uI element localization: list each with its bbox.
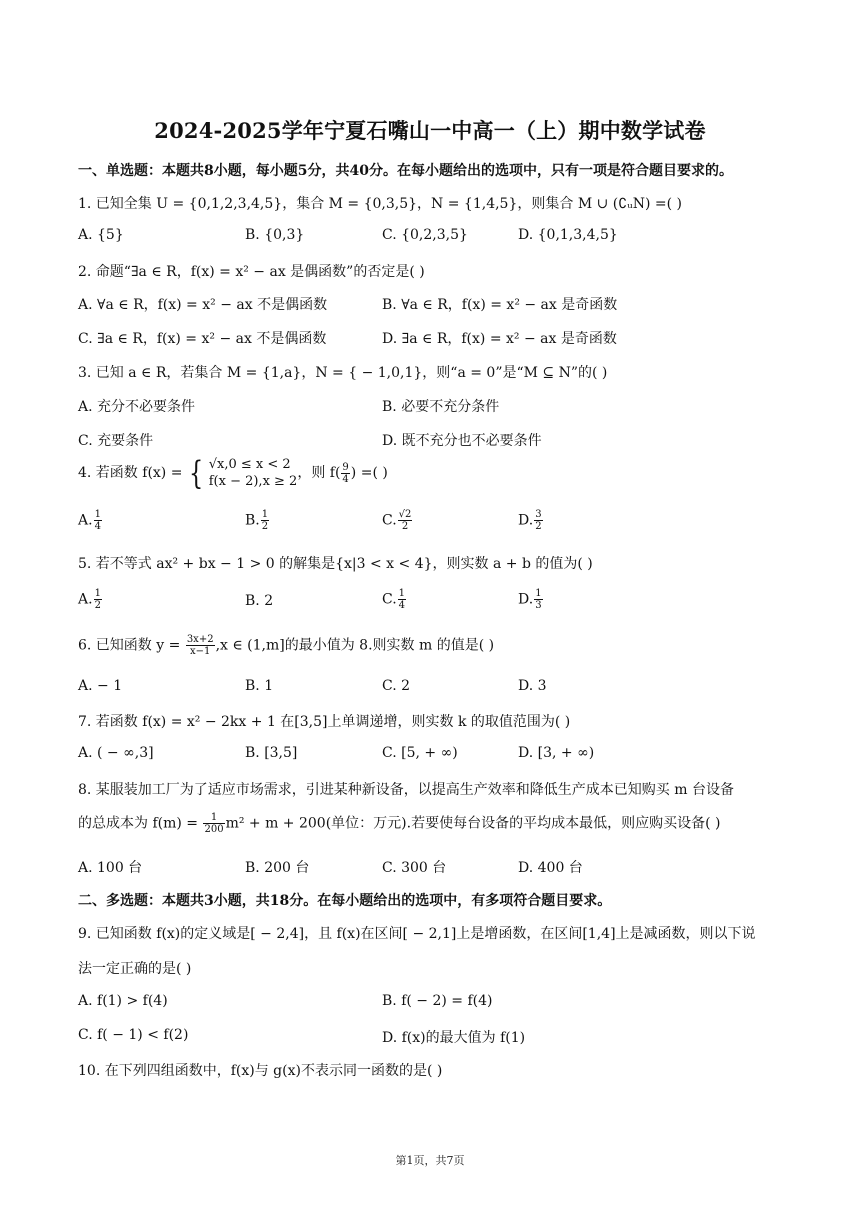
question-2-option-c: C. ∃a ∈ R，f(x) = x² − ax 不是偶函数 — [78, 331, 327, 347]
question-3-option-a: A. 充分不必要条件 — [78, 399, 196, 415]
question-6-stem — [78, 634, 494, 657]
option-letter: C. — [382, 512, 397, 529]
fraction-denominator: 2 — [94, 600, 101, 611]
question-2-option-b: B. ∀a ∈ R，f(x) = x² − ax 是奇函数 — [382, 297, 618, 313]
question-6-fraction — [186, 634, 215, 657]
question-5-option-d — [518, 588, 544, 611]
fraction-denominator: x−1 — [189, 646, 211, 657]
question-4-stem-prefix: 4. 若函数 f(x) = — [78, 465, 183, 481]
question-6-option-d: D. 3 — [518, 678, 547, 694]
question-8-stem-suffix: m² + m + 200(单位：万元).若要使每台设备的平均成本最低，则应购买设备( ) — [225, 815, 721, 832]
fraction-numerator: 1 — [203, 812, 224, 824]
fraction-numerator: 3x+2 — [186, 634, 214, 645]
question-9-stem-line-2: 法一定正确的是( ) — [78, 961, 192, 977]
question-4-fraction — [341, 462, 349, 485]
fraction-numerator: 1 — [261, 509, 269, 520]
question-8-option-b: B. 200 台 — [245, 860, 310, 876]
question-9-stem-line-1: 9. 已知函数 f(x)的定义域是[ − 2,4]，且 f(x)在区间[ − 2,1]上是增函数，在区间[1,4]上是减函数，则以下说 — [78, 926, 756, 942]
fraction-denominator: 2 — [261, 521, 269, 532]
question-9-option-d: D. f(x)的最大值为 f(1) — [382, 1030, 526, 1046]
question-4-option-c — [382, 509, 413, 532]
fraction-denominator: 2 — [535, 521, 542, 532]
option-fraction — [534, 588, 542, 611]
option-fraction — [94, 588, 102, 611]
option-fraction — [261, 509, 269, 532]
question-7-option-d: D. [3, + ∞) — [518, 745, 595, 761]
question-3-option-c: C. 充要条件 — [78, 433, 154, 449]
question-5-option-c — [382, 588, 407, 611]
question-7-option-b: B. [3,5] — [245, 745, 298, 761]
question-8-stem-prefix: 的总成本为 f(m) = — [78, 815, 199, 832]
option-letter: D. — [518, 591, 534, 608]
fraction-numerator: 1 — [535, 588, 542, 599]
question-6-stem-suffix: ,x ∈ (1,m]的最小值为 8.则实数 m 的值是( ) — [215, 637, 495, 654]
question-5-option-a — [78, 588, 103, 611]
piecewise-case-1: √x,0 ≤ x < 2 — [208, 457, 291, 472]
question-5-stem: 5. 若不等式 ax² + bx − 1 > 0 的解集是{x|3 < x < 4}，则实数 a + b 的值为( ) — [78, 556, 593, 572]
question-4-option-d — [518, 509, 544, 532]
fraction-numerator: 1 — [94, 509, 101, 520]
question-4-stem-middle: ，则 f( — [297, 465, 341, 481]
option-letter: A. — [78, 512, 93, 529]
question-9-option-b: B. f( − 2) = f(4) — [382, 993, 493, 1009]
question-4-stem-suffix: ) =( ) — [350, 465, 388, 481]
fraction-numerator: 3 — [535, 509, 542, 520]
option-letter: D. — [518, 512, 534, 529]
question-1-option-b: B. {0,3} — [245, 227, 305, 243]
question-2-option-a: A. ∀a ∈ R，f(x) = x² − ax 不是偶函数 — [78, 297, 328, 313]
fraction-denominator: 4 — [398, 600, 406, 611]
question-8-option-a: A. 100 台 — [78, 860, 143, 876]
option-fraction — [398, 509, 413, 532]
fraction-denominator: 4 — [94, 521, 101, 532]
fraction-numerator: 1 — [94, 588, 101, 599]
question-8-stem-line-1: 8. 某服装加工厂为了适应市场需求，引进某种新设备，以提高生产效率和降低生产成本已知购买 m 台设备 — [78, 782, 734, 798]
question-8-stem-line-2 — [78, 812, 720, 835]
fraction-denominator: 200 — [204, 824, 224, 835]
question-3-stem: 3. 已知 a ∈ R，若集合 M = {1,a}，N = { − 1,0,1}，则“a = 0”是“M ⊆ N”的( ) — [78, 365, 608, 381]
question-4-option-a — [78, 509, 103, 532]
fraction-denominator: 4 — [342, 473, 349, 485]
option-letter: A. — [78, 591, 93, 608]
section-heading-single-choice: 一、单选题：本题共8小题，每小题5分，共40分。在每小题给出的选项中，只有一项是符合题目要求的。 — [78, 163, 733, 179]
question-1-stem: 1. 已知全集 U = {0,1,2,3,4,5}，集合 M = {0,3,5}，N = {1,4,5}，则集合 M ∪ (∁ᵤN) =( ) — [78, 196, 683, 212]
question-1-option-a: A. {5} — [78, 227, 124, 243]
fraction-numerator: √2 — [398, 509, 412, 520]
question-10-stem: 10. 在下列四组函数中，f(x)与 g(x)不表示同一函数的是( ) — [78, 1063, 443, 1079]
question-2-option-d: D. ∃a ∈ R，f(x) = x² − ax 是奇函数 — [382, 331, 617, 347]
question-4-option-b — [245, 509, 270, 532]
question-6-option-c: C. 2 — [382, 678, 411, 694]
option-fraction — [534, 509, 542, 532]
fraction-denominator: 3 — [535, 600, 542, 611]
fraction-denominator: 2 — [401, 521, 409, 532]
question-4-stem — [78, 456, 388, 490]
option-fraction — [398, 588, 406, 611]
question-7-option-a: A. ( − ∞,3] — [78, 745, 154, 761]
option-letter: B. — [245, 512, 260, 529]
question-7-stem: 7. 若函数 f(x) = x² − 2kx + 1 在[3,5]上单调递增，则实数 k 的取值范围为( ) — [78, 714, 571, 730]
question-3-option-d: D. 既不充分也不必要条件 — [382, 433, 542, 449]
question-2-stem: 2. 命题“∃a ∈ R，f(x) = x² − ax 是偶函数”的否定是( ) — [78, 264, 425, 280]
fraction-numerator: 9 — [342, 461, 349, 473]
question-7-option-c: C. [5, + ∞) — [382, 745, 458, 761]
question-5-option-b: B. 2 — [245, 593, 274, 609]
question-8-option-d: D. 400 台 — [518, 860, 583, 876]
option-fraction — [94, 509, 102, 532]
page-footer: 第1页，共7页 — [395, 1154, 465, 1167]
fraction-numerator: 1 — [398, 588, 406, 599]
question-3-option-b: B. 必要不充分条件 — [382, 399, 500, 415]
question-6-stem-prefix: 6. 已知函数 y = — [78, 637, 181, 654]
question-8-fraction — [203, 812, 224, 835]
question-8-option-c: C. 300 台 — [382, 860, 447, 876]
question-9-option-a: A. f(1) > f(4) — [78, 993, 168, 1009]
question-9-option-c: C. f( − 1) < f(2) — [78, 1027, 189, 1043]
piecewise-case-2: f(x − 2),x ≥ 2 — [208, 474, 298, 489]
question-6-option-b: B. 1 — [245, 678, 274, 694]
section-heading-multiple-choice: 二、多选题：本题共3小题，共18分。在每小题给出的选项中，有多项符合题目要求。 — [78, 893, 612, 909]
question-1-option-d: D. {0,1,3,4,5} — [518, 227, 618, 243]
page-title: 2024-2025学年宁夏石嘴山一中高一（上）期中数学试卷 — [154, 118, 706, 143]
question-1-option-c: C. {0,2,3,5} — [382, 227, 468, 243]
piecewise-brace: { — [188, 454, 204, 492]
option-letter: C. — [382, 591, 397, 608]
question-6-option-a: A. − 1 — [78, 678, 123, 694]
piecewise-definition — [209, 456, 298, 490]
